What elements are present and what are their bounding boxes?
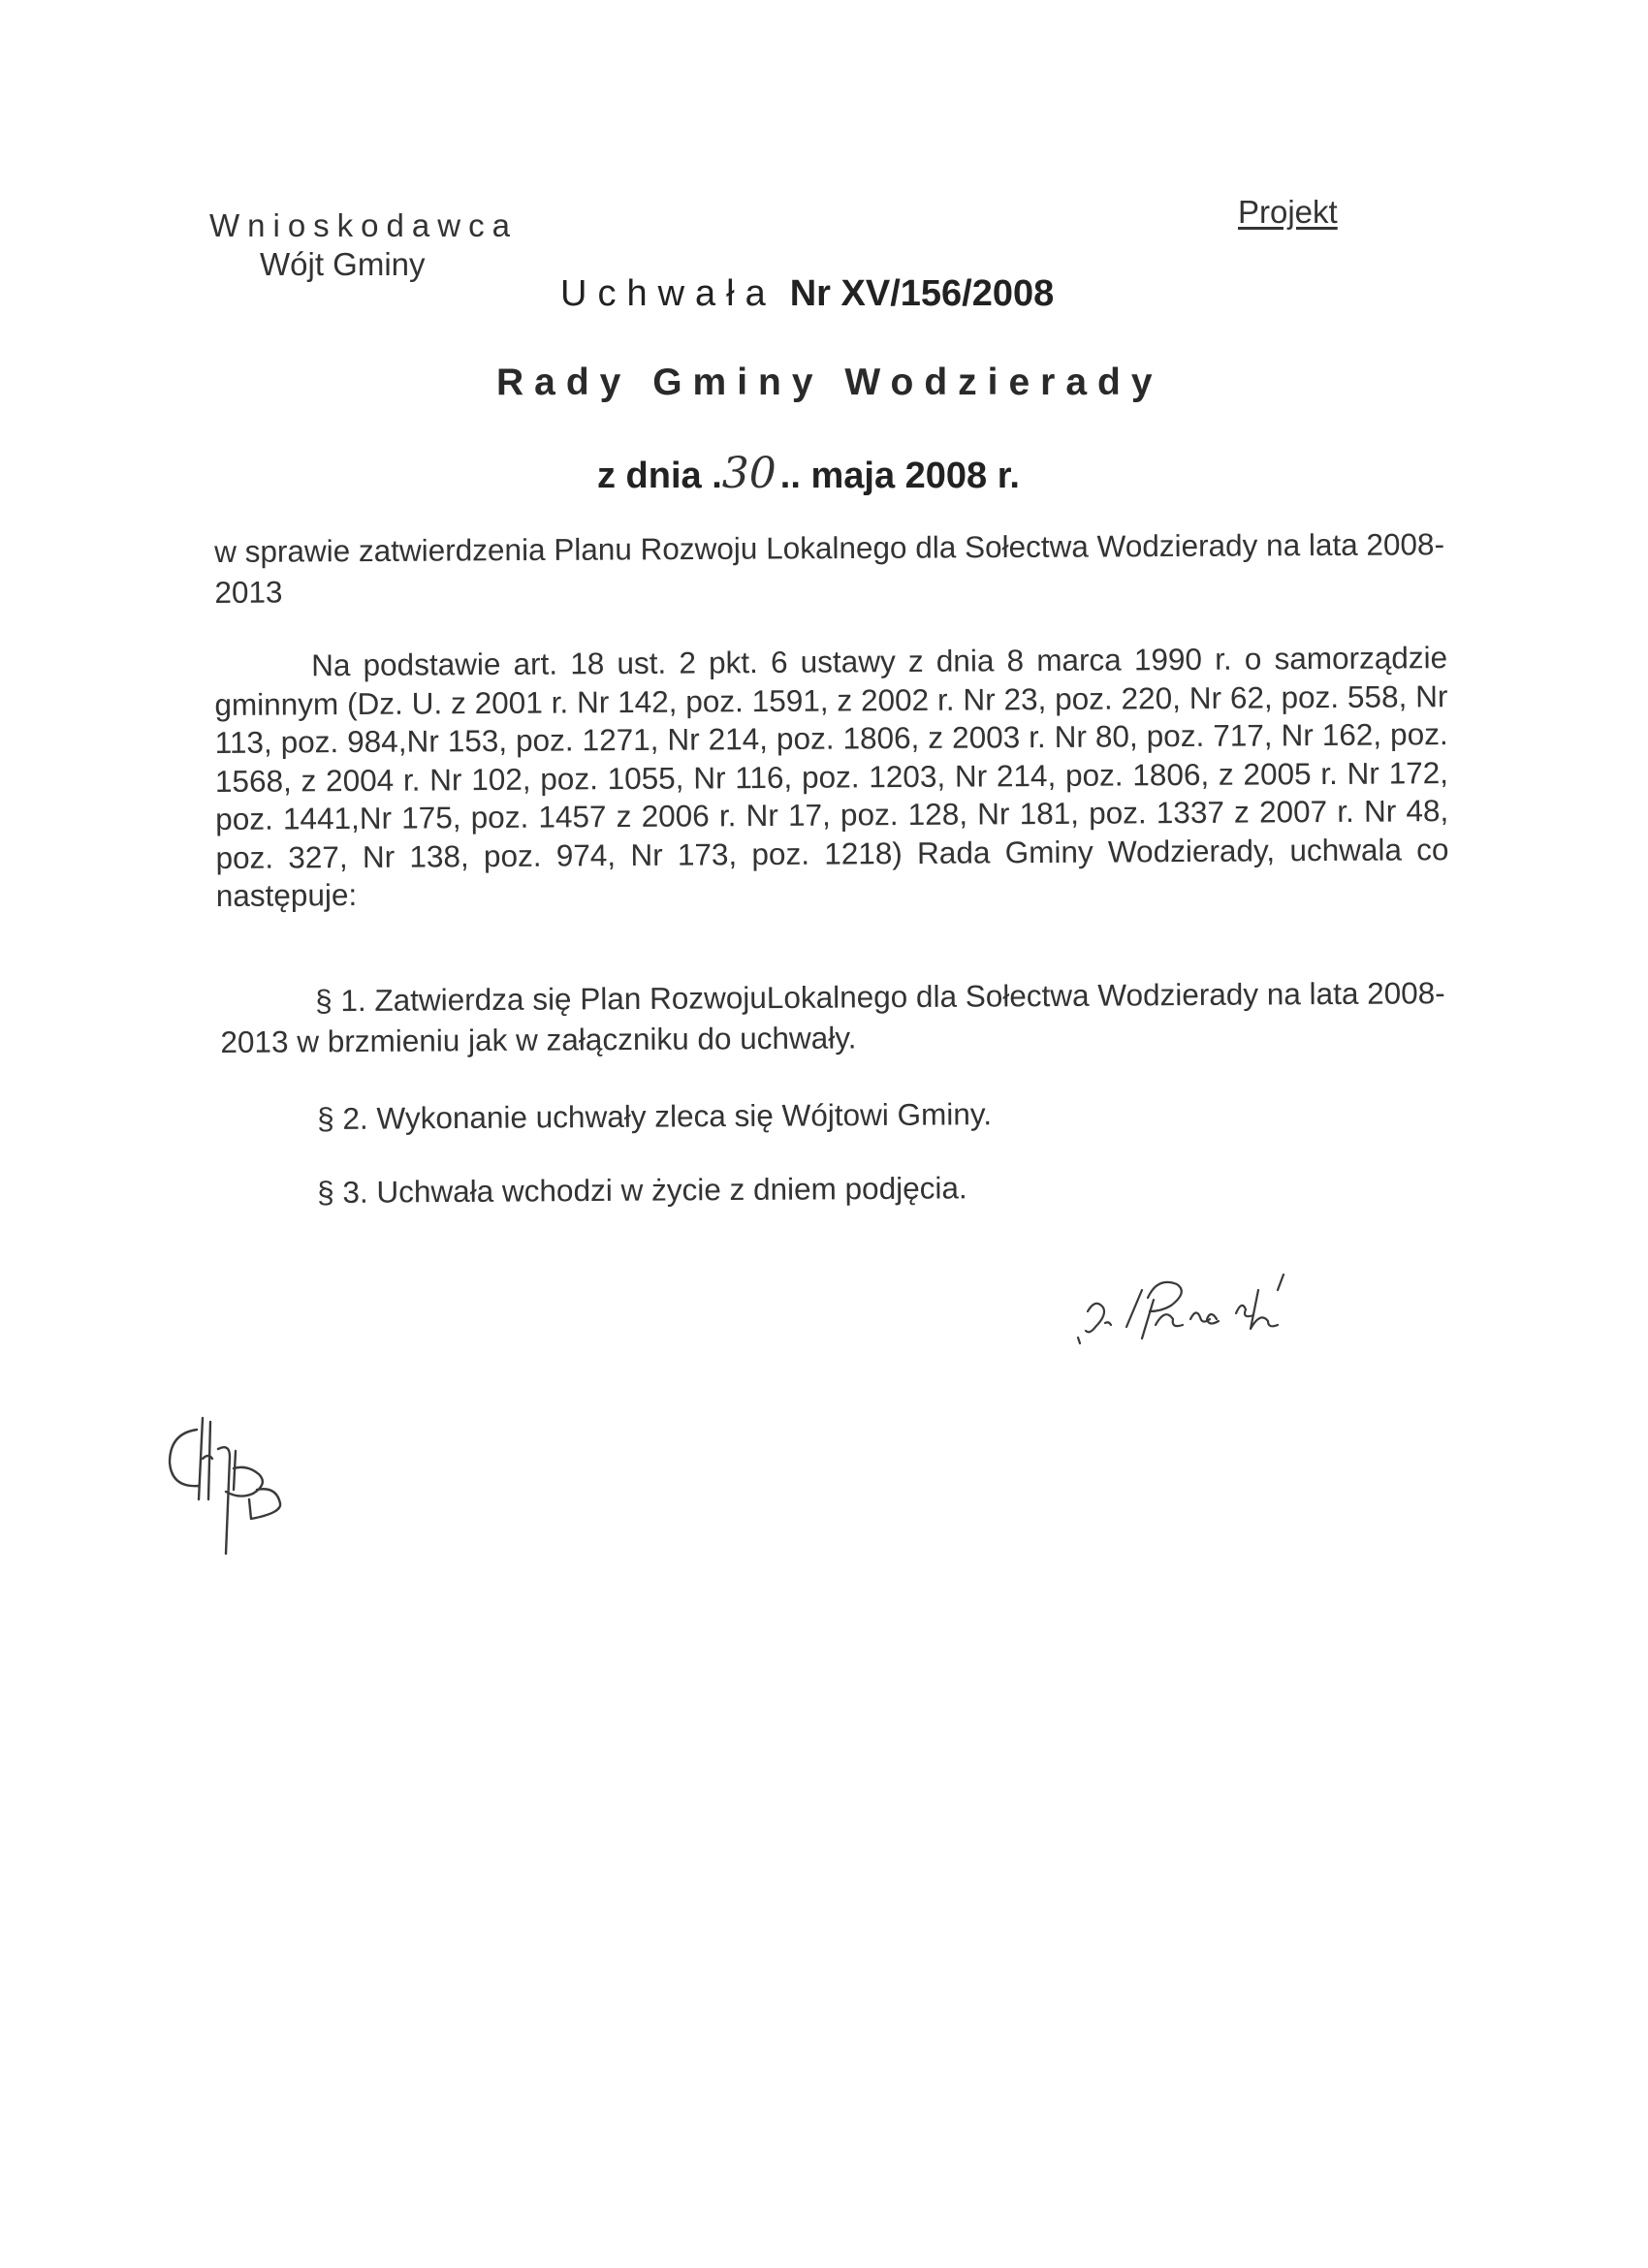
resolution-title-word: Uchwała xyxy=(560,273,776,314)
date-prefix: z dnia . xyxy=(597,456,722,496)
section-2-paragraph: § 2. Wykonanie uchwały zleca się Wójtowi Gminy. xyxy=(317,1096,993,1136)
date-rest: .. maja 2008 r. xyxy=(779,456,1020,496)
council-name: Rady Gminy Wodzierady xyxy=(496,362,1163,403)
resolution-title xyxy=(560,273,1054,315)
section-1-paragraph: § 1. Zatwierdza się Plan RozwojuLokalnego dla Sołectwa Wodzierady na lata 2008-2013 w brzmieniu jak w załączniku do uchwały. xyxy=(220,975,1445,1059)
section-3-paragraph: § 3. Uchwała wchodzi w życie z dniem podjęcia. xyxy=(317,1170,967,1210)
chairman-signature xyxy=(1066,1255,1357,1362)
draft-status-label: Projekt xyxy=(1238,194,1338,230)
initials-mark xyxy=(160,1410,334,1556)
resolution-subject: w sprawie zatwierdzenia Planu Rozwoju Lokalnego dla Sołectwa Wodzierady na lata 2008-2013 xyxy=(214,526,1445,610)
applicant-label: Wnioskodawca xyxy=(209,207,518,243)
resolution-date xyxy=(597,449,1020,498)
applicant-name: Wójt Gminy xyxy=(260,246,426,282)
legal-basis-paragraph: Na podstawie art. 18 ust. 2 pkt. 6 ustawy z dnia 8 marca 1990 r. o samorządzie gminnym (Dz. U. z 2001 r. Nr 142, poz. 1591, z 2002 r. Nr 23, poz. 220, Nr 62, poz. 558, Nr 113, poz. 984,Nr 153, poz. 1271, Nr 214, poz. 1806, z 2003 r. Nr 80, poz. 717, Nr 162, poz. 1568, z 2004 r. Nr 102, poz. 1055, Nr 116, poz. 1203, Nr 214, poz. 1806, z 2005 r. Nr 172, poz. 1441,Nr 175, poz. 1457 z 2006 r. Nr 17, poz. 128, Nr 181, poz. 1337 z 2007 r. Nr 48, poz. 327, Nr 138, poz. 974, Nr 173, poz. 1218) Rada Gminy Wodzierady, uchwala co następuje: xyxy=(214,640,1449,913)
date-day-handwritten: 30 xyxy=(721,449,776,498)
resolution-number: Nr XV/156/2008 xyxy=(789,273,1055,314)
